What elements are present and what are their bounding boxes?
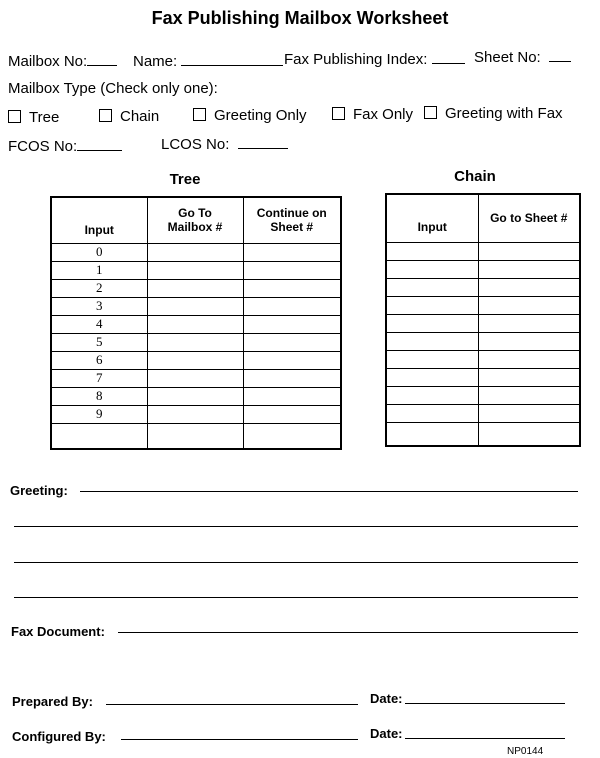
configured-by-label: Configured By: [12, 729, 106, 744]
chain-body [386, 242, 580, 446]
chain-input-cell[interactable] [386, 242, 478, 260]
chain-go-to-sheet-cell[interactable] [478, 242, 580, 260]
tree-input-cell: 1 [51, 261, 147, 279]
chain-input-cell[interactable] [386, 332, 478, 350]
tree-continue-sheet-cell[interactable] [243, 279, 341, 297]
tree-table [50, 196, 342, 450]
chain-header-input: Input [386, 194, 478, 242]
greeting-line[interactable] [80, 491, 578, 492]
tree-header-continue-on-sheet-text: Continue on Sheet # [256, 206, 327, 235]
chain-row [386, 242, 580, 260]
greeting-line[interactable] [14, 597, 578, 598]
chain-row [386, 278, 580, 296]
checkbox-icon[interactable] [8, 110, 21, 123]
tree-go-to-mailbox-cell[interactable] [147, 423, 243, 449]
chain-header-row [386, 194, 580, 242]
option-label: Greeting with Fax [445, 105, 563, 122]
fax-publishing-index-field[interactable] [284, 50, 465, 68]
checkbox-icon[interactable] [193, 108, 206, 121]
chain-go-to-sheet-cell[interactable] [478, 260, 580, 278]
chain-go-to-sheet-cell[interactable] [478, 386, 580, 404]
chain-go-to-sheet-cell[interactable] [478, 422, 580, 446]
tree-input-cell: 6 [51, 351, 147, 369]
fax-publishing-index-label: Fax Publishing Index: [284, 51, 428, 68]
fax-publishing-index-blank[interactable] [432, 50, 465, 64]
tree-header-row [51, 197, 341, 243]
configured-date-label: Date: [370, 726, 403, 741]
tree-header-continue-on-sheet [243, 197, 341, 243]
tree-continue-sheet-cell[interactable] [243, 351, 341, 369]
option-label: Fax Only [353, 106, 414, 123]
chain-input-cell[interactable] [386, 386, 478, 404]
greeting-label: Greeting: [10, 483, 68, 498]
chain-table [385, 193, 581, 447]
tree-continue-sheet-cell[interactable] [243, 369, 341, 387]
prepared-date-line[interactable] [405, 703, 565, 704]
tree-input-cell: 8 [51, 387, 147, 405]
chain-row [386, 404, 580, 422]
worksheet-title: Fax Publishing Mailbox Worksheet [151, 8, 449, 28]
tree-body [51, 243, 341, 449]
fax-document-line[interactable] [118, 632, 578, 633]
tree-go-to-mailbox-cell[interactable] [147, 369, 243, 387]
name-label: Name: [133, 53, 178, 70]
chain-input-cell[interactable] [386, 350, 478, 368]
checkbox-icon[interactable] [424, 106, 437, 119]
configured-by-line[interactable] [121, 739, 358, 740]
prepared-date-label: Date: [370, 691, 403, 706]
tree-row [51, 351, 341, 369]
chain-header-go-to-sheet: Go to Sheet # [478, 194, 580, 242]
chain-row [386, 422, 580, 446]
tree-input-cell [51, 423, 147, 449]
tree-go-to-mailbox-cell[interactable] [147, 405, 243, 423]
option-tree[interactable] [8, 109, 59, 126]
tree-header-go-to-mailbox-text: Go To Mailbox # [167, 206, 223, 235]
mailbox-no-field[interactable] [8, 52, 117, 70]
tree-go-to-mailbox-cell[interactable] [147, 333, 243, 351]
tree-continue-sheet-cell[interactable] [243, 423, 341, 449]
tree-row [51, 261, 341, 279]
tree-continue-sheet-cell[interactable] [243, 315, 341, 333]
chain-go-to-sheet-cell[interactable] [478, 404, 580, 422]
sheet-no-label: Sheet No: [474, 49, 541, 66]
tree-input-cell: 3 [51, 297, 147, 315]
fcos-no-blank[interactable] [77, 137, 122, 151]
document-code: NP0144 [507, 746, 544, 757]
name-blank[interactable] [181, 52, 283, 66]
chain-row [386, 314, 580, 332]
tree-input-cell: 4 [51, 315, 147, 333]
lcos-no-field[interactable] [161, 135, 288, 153]
tree-continue-sheet-cell[interactable] [243, 333, 341, 351]
option-greeting-with-fax[interactable] [424, 105, 563, 122]
chain-row [386, 332, 580, 350]
chain-input-cell[interactable] [386, 296, 478, 314]
mailbox-type-label: Mailbox Type (Check only one): [8, 80, 218, 97]
sheet-no-field[interactable] [474, 48, 571, 66]
tree-go-to-mailbox-cell[interactable] [147, 297, 243, 315]
tree-row [51, 333, 341, 351]
tree-row [51, 297, 341, 315]
tree-row [51, 243, 341, 261]
lcos-no-blank[interactable] [238, 135, 288, 149]
chain-go-to-sheet-cell[interactable] [478, 332, 580, 350]
fcos-no-label: FCOS No: [8, 138, 78, 155]
tree-continue-sheet-cell[interactable] [243, 405, 341, 423]
tree-go-to-mailbox-cell[interactable] [147, 351, 243, 369]
tree-row [51, 387, 341, 405]
tree-input-cell: 7 [51, 369, 147, 387]
chain-go-to-sheet-cell[interactable] [478, 350, 580, 368]
tree-input-cell: 0 [51, 243, 147, 261]
chain-input-cell[interactable] [386, 260, 478, 278]
tree-header-go-to-mailbox [147, 197, 243, 243]
chain-input-cell[interactable] [386, 404, 478, 422]
mailbox-no-label: Mailbox No: [8, 53, 88, 70]
chain-go-to-sheet-cell[interactable] [478, 314, 580, 332]
chain-row [386, 368, 580, 386]
tree-input-cell: 2 [51, 279, 147, 297]
tree-header-input: Input [51, 197, 147, 243]
name-field[interactable] [133, 52, 283, 70]
fax-document-label: Fax Document: [11, 624, 105, 639]
tree-go-to-mailbox-cell[interactable] [147, 279, 243, 297]
tree-row [51, 405, 341, 423]
chain-input-cell[interactable] [386, 422, 478, 446]
option-chain[interactable] [99, 108, 159, 125]
mailbox-no-blank[interactable] [87, 52, 117, 66]
option-label: Tree [29, 109, 60, 126]
option-label: Chain [120, 108, 160, 125]
chain-go-to-sheet-cell[interactable] [478, 278, 580, 296]
greeting-line[interactable] [14, 526, 578, 527]
checkbox-icon[interactable] [99, 109, 112, 122]
chain-section-title: Chain [454, 168, 496, 185]
tree-input-cell: 9 [51, 405, 147, 423]
prepared-by-label: Prepared By: [12, 694, 93, 709]
tree-go-to-mailbox-cell[interactable] [147, 261, 243, 279]
greeting-line[interactable] [14, 562, 578, 563]
tree-row [51, 423, 341, 449]
tree-continue-sheet-cell[interactable] [243, 387, 341, 405]
tree-row [51, 279, 341, 297]
tree-go-to-mailbox-cell[interactable] [147, 387, 243, 405]
tree-go-to-mailbox-cell[interactable] [147, 315, 243, 333]
fcos-no-field[interactable] [8, 137, 122, 155]
checkbox-icon[interactable] [332, 107, 345, 120]
chain-row [386, 350, 580, 368]
prepared-by-line[interactable] [106, 704, 358, 705]
chain-row [386, 260, 580, 278]
sheet-no-blank[interactable] [549, 48, 571, 62]
tree-continue-sheet-cell[interactable] [243, 261, 341, 279]
chain-input-cell[interactable] [386, 368, 478, 386]
tree-input-cell: 5 [51, 333, 147, 351]
lcos-no-label: LCOS No: [161, 136, 230, 153]
option-label: Greeting Only [214, 107, 307, 124]
tree-continue-sheet-cell[interactable] [243, 297, 341, 315]
option-greeting-only[interactable] [193, 107, 307, 124]
tree-section-title: Tree [169, 171, 201, 188]
configured-date-line[interactable] [405, 738, 565, 739]
tree-continue-sheet-cell[interactable] [243, 243, 341, 261]
chain-go-to-sheet-cell[interactable] [478, 296, 580, 314]
option-fax-only[interactable] [332, 106, 413, 123]
chain-go-to-sheet-cell[interactable] [478, 368, 580, 386]
chain-input-cell[interactable] [386, 278, 478, 296]
tree-go-to-mailbox-cell[interactable] [147, 243, 243, 261]
chain-row [386, 296, 580, 314]
chain-row [386, 386, 580, 404]
tree-row [51, 315, 341, 333]
tree-row [51, 369, 341, 387]
chain-input-cell[interactable] [386, 314, 478, 332]
